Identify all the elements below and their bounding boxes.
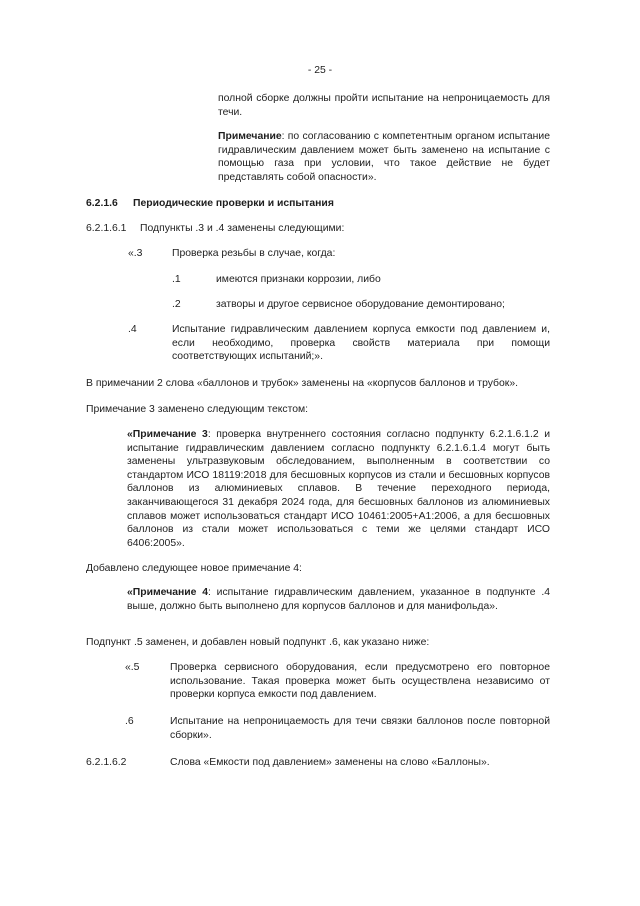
note-2-change: В примечании 2 слова «баллонов и трубок» заменены на «корпусов баллонов и трубок». (86, 378, 518, 389)
sub-2-marker: .2 (172, 299, 181, 310)
note-4 (127, 586, 550, 613)
note-top-label: Примечание (218, 131, 282, 142)
sub-5-intro: Подпункт .5 заменен, и добавлен новый подпункт .6, как указано ниже: (86, 637, 430, 648)
item-6-text: Испытание на непроницаемость для течи связки баллонов после повторной сборки». (170, 716, 550, 741)
item-3-text: Проверка резьбы в случае, когда: (172, 248, 336, 259)
clause-6-2-1-6-1-text: Подпункты .3 и .4 заменены следующими: (140, 223, 345, 234)
clause-6-2-1-6-1-number: 6.2.1.6.1 (86, 223, 127, 234)
note-4-text: : испытание гидравлическим давлением, указанное в подпункте .4 выше, должно быть выполнено для корпусов баллонов и для манифольда». (127, 587, 550, 612)
section-title: Периодические проверки и испытания (133, 198, 334, 209)
note-3-text: : проверка внутреннего состояния согласно подпункту 6.2.1.6.1.2 и испытание гидравлическим давлением согласно подпункту 6.2.1.6.1.4 могут быть заменены ультразвуковым обследованием, выполненным в соответствии со стандартом ИСО 18119:2018 для бесшовных корпусов из стали и бесшовных корпусов баллонов из алюминиевых сплавов. В течение переходного периода, заканчивающегося 31 декабря 2024 года, для бесшовных баллонов из алюминиевых сплавов может использоваться стандарт ИСО 10461:2005+A1:2006, а для бесшовных баллонов из стали может использоваться с теми же целями стандарт ИСО 6406:2005». (127, 429, 551, 549)
clause-6-2-1-6-2-number: 6.2.1.6.2 (86, 757, 127, 768)
item-4-marker: .4 (128, 324, 137, 335)
note-top (218, 130, 550, 184)
note-4-label: «Примечание 4 (127, 587, 208, 598)
sub-1-marker: .1 (172, 274, 181, 285)
clause-6-2-1-6-2-text: Слова «Емкости под давлением» заменены на слово «Баллоны». (170, 757, 490, 768)
sub-1-text: имеются признаки коррозии, либо (216, 274, 381, 285)
item-5-text: Проверка сервисного оборудования, если предусмотрено его повторное использование. Такая проверка может быть осуществлена независимо от проверки корпуса емкости под давлением. (170, 662, 550, 701)
note-3-label: «Примечание 3 (127, 429, 208, 440)
intro-paragraph: полной сборке должны пройти испытание на непроницаемость для течи. (218, 93, 550, 118)
item-6-marker: .6 (125, 716, 134, 727)
item-3-marker: «.3 (128, 248, 143, 259)
sub-2-text: затворы и другое сервисное оборудование демонтировано; (216, 299, 505, 310)
item-5-marker: «.5 (125, 662, 140, 673)
section-number: 6.2.1.6 (86, 198, 118, 209)
note-top-text: : по согласованию с компетентным органом испытание гидравлическим давлением может быть заменено на испытание с помощью газа при условии, что такое действие не будет представлять собой опасности». (218, 131, 550, 183)
note-4-intro: Добавлено следующее новое примечание 4: (86, 563, 302, 574)
note-3-intro: Примечание 3 заменено следующим текстом: (86, 404, 309, 415)
note-3 (127, 428, 550, 550)
page-number: - 25 - (307, 65, 333, 76)
item-4-text: Испытание гидравлическим давлением корпуса емкости под давлением и, если необходимо, проверка свойств материала при помощи соответствующих испытаний;». (172, 324, 550, 363)
